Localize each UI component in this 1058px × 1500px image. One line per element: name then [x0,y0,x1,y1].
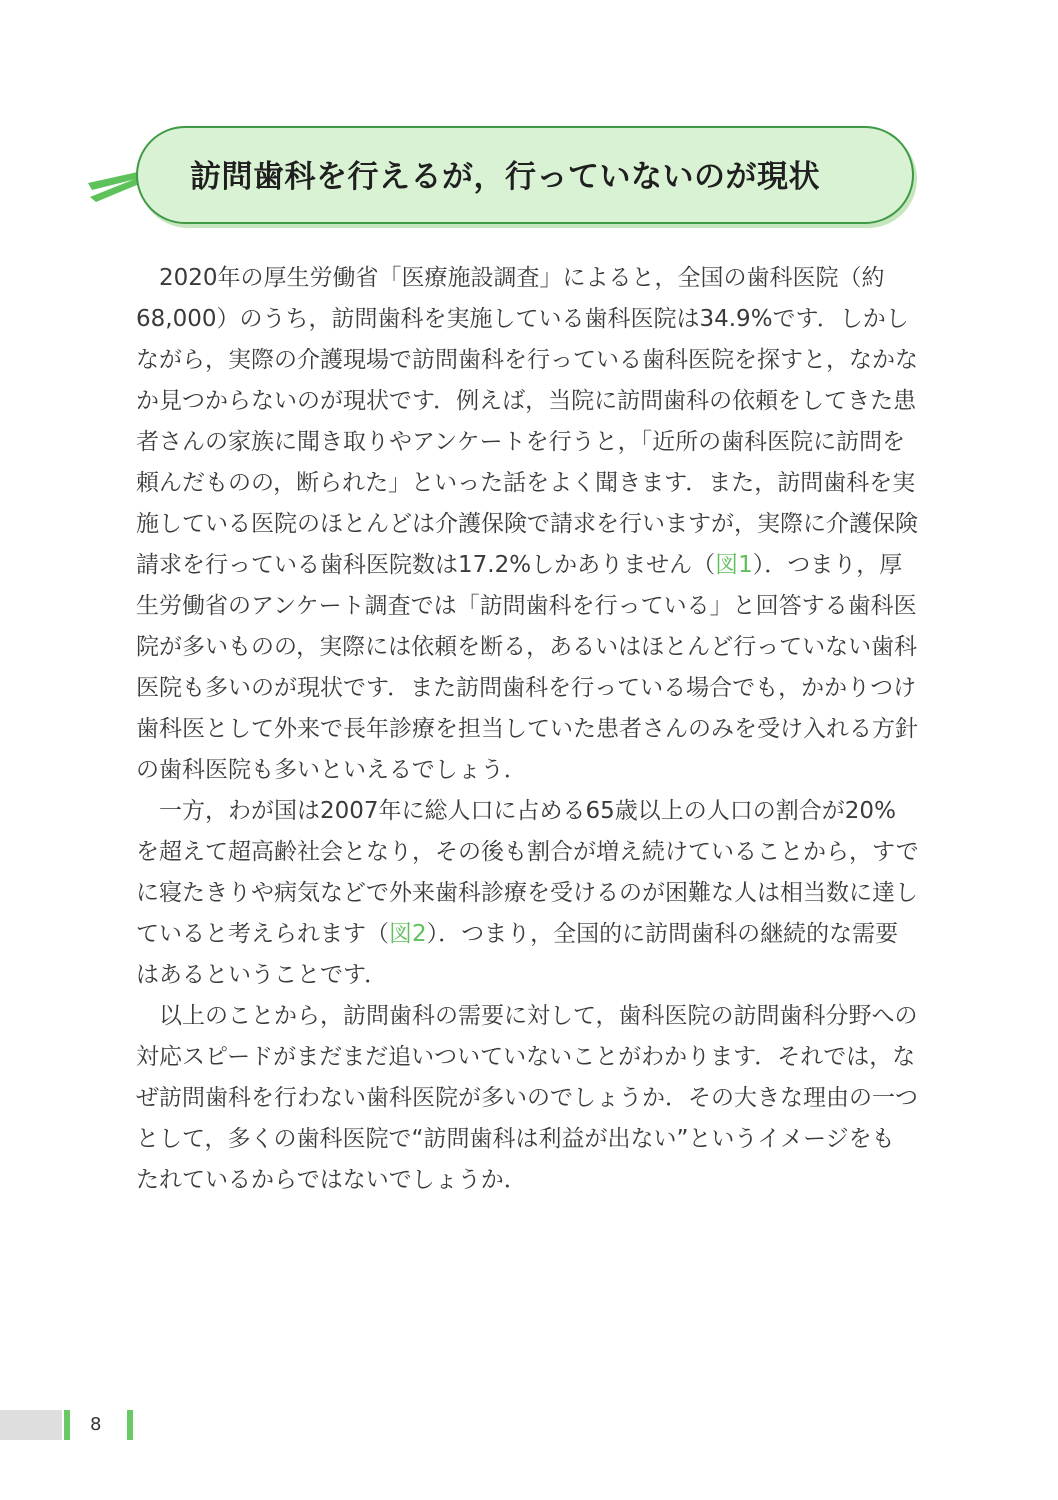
body-text [136,258,922,1201]
text-line: ながら，実際の介護現場で訪問歯科を行っている歯科医院を探すと，なかな [136,347,918,373]
text-line: 対応スピードがまだまだ追いついていないことがわかります．それでは，な [136,1044,916,1070]
text-line: ていると考えられます（図2）．つまり，全国的に訪問歯科の継続的な需要 [136,921,899,947]
text-line: 生労働省のアンケート調査では「訪問歯科を行っている」と回答する歯科医 [136,593,917,619]
text-line: 頼んだものの，断られた」といった話をよく聞きます．また，訪問歯科を実 [136,470,916,496]
text-line: の歯科医院も多いといえるでしょう． [136,757,527,783]
footer-bar [0,1410,62,1440]
text-line: を超えて超高齢社会となり，その後も割合が増え続けていることから，すで [136,839,919,865]
page-number: 8 [90,1414,102,1435]
text-line: 歯科医として外来で長年診療を担当していた患者さんのみを受け入れる方針 [136,716,918,742]
text-line: 請求を行っている歯科医院数は17.2%しかありません（図1）．つまり，厚 [136,552,903,578]
figure-2-link[interactable]: 図2 [389,921,427,947]
text-line: 施している医院のほとんどは介護保険で請求を行いますが，実際に介護保険 [136,511,918,537]
text-line: 一方，わが国は2007年に総人口に占める65歳以上の人口の割合が20% [159,798,896,824]
figure-1-link[interactable]: 図1 [715,552,753,578]
text-line: 以上のことから，訪問歯科の需要に対して，歯科医院の訪問歯科分野への [159,1003,918,1029]
text-line: か見つからないのが現状です．例えば，当院に訪問歯科の依頼をしてきた患 [136,388,917,414]
text-line: 医院も多いのが現状です．また訪問歯科を行っている場合でも，かかりつけ [136,675,917,701]
footer-accent-left [64,1410,70,1440]
text-line: はあるということです． [136,962,388,988]
text-line: たれているからではないでしょうか． [136,1167,527,1193]
text-line: ぜ訪問歯科を行わない歯科医院が多いのでしょうか．その大きな理由の一つ [136,1085,918,1111]
text-line: 者さんの家族に聞き取りやアンケートを行うと，「近所の歯科医院に訪問を [136,429,906,455]
text-line: として，多くの歯科医院で“訪問歯科は利益が出ない”というイメージをも [136,1126,895,1152]
text-line: に寝たきりや病気などで外来歯科診療を受けるのが困難な人は相当数に達し [136,880,918,906]
footer-accent-right [127,1410,133,1440]
section-heading: 訪問歯科を行えるが，行っていないのが現状 [190,159,820,195]
text-line: 68,000）のうち，訪問歯科を実施している歯科医院は34.9%です．しかし [136,306,909,332]
text-line: 院が多いものの，実際には依頼を断る，あるいはほとんど行っていない歯科 [136,634,918,660]
text-line: 2020年の厚生労働省「医療施設調査」によると，全国の歯科医院（約 [159,265,885,291]
